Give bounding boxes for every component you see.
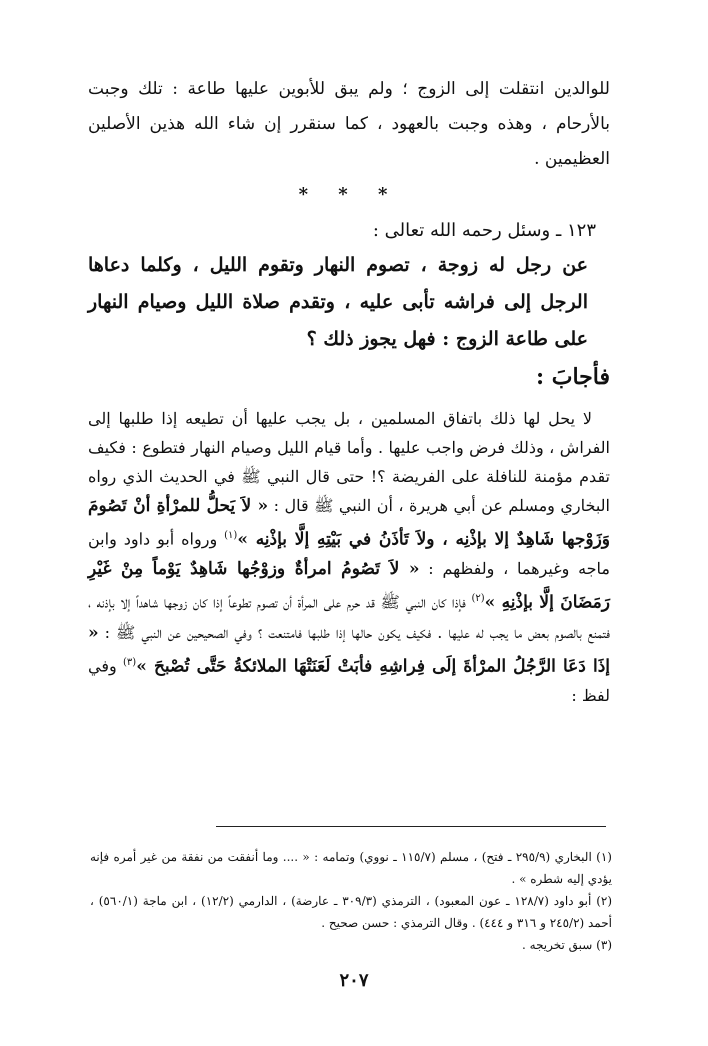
footnote-divider xyxy=(216,826,606,827)
footnotes xyxy=(90,846,612,956)
footnote-ref[interactable]: (٣) xyxy=(123,656,137,668)
footnote: (١) البخاري (٢٩٥/٩ ـ فتح) ، مسلم (١١٥/٧ ـ نووي) وتمامه : « .... وما أنفقت من نفقة من غير أمره فإنه يؤدي إليه شطره » . xyxy=(90,850,612,886)
answer-paragraph xyxy=(88,404,610,710)
section-separator: * * * xyxy=(298,184,400,205)
footnote-ref[interactable]: (١) xyxy=(224,530,238,541)
hadith-quote: « إذَا دَعَا الرَّجُلُ المرْأةَ إلَى فِراشِهِ فأبَتْ لَعَنَتْهَا الملائكةُ حَتَّى تُصْبحَ » xyxy=(88,622,610,676)
answer-text: وفي لفظ : xyxy=(88,655,610,705)
question-text: عن رجل له زوجة ، تصوم النهار وتقوم الليل ، وكلما دعاها الرجل إلى فراشه تأبى عليه ، وتقدم صلاة الليل وصيام النهار على طاعة الزوج : فهل يجوز ذلك ؟ xyxy=(88,254,588,350)
page-body xyxy=(88,72,610,710)
intro-paragraph: للوالدين انتقلت إلى الزوج ؛ ولم يبق للأبوين عليها طاعة : تلك وجبت بالأرحام ، وهذه وجبت بالعهود ، كما سنقرر إن شاء الله هذين الأصلين العظيمين . xyxy=(88,79,610,169)
question-heading: ١٢٣ ـ وسئل رحمه الله تعالى : xyxy=(372,220,596,241)
footnote-ref[interactable]: (٢) xyxy=(471,593,485,605)
hadith-quote: « لاَ تَصُومُ امرأةٌ وزوْجُها شَاهِدٌ يَوْماً مِنْ غَيْرِ رَمَضَانَ إلَّا بإذْنِهِ » xyxy=(88,559,610,613)
answer-text: فإذا كان النبي ﷺ قد حرم على المرأة أن تصوم تطوعاً إذا كان زوجها شاهداً إلا بإذنه ، فتمنع بالصوم بعض ما يجب له عليها . فكيف يكون حالها إذا طلبها فامتنعت ؟ وفي الصحيحين عن النبي ﷺ : xyxy=(88,592,610,642)
answer-text: ورواه أبو داود وابن ماجه وغيرهما ، ولفظهم : xyxy=(88,529,610,579)
page-number: ٢٠٧ xyxy=(339,970,369,991)
answer-label: فأجابَ : xyxy=(535,364,610,390)
footnote: (٣) سبق تخريجه . xyxy=(522,938,612,952)
hadith-quote: « لاَ يَحلُّ للمرْأةِ أنْ تَصُومَ وَزَوْجها شَاهِدٌ إلا بإذْنِه ، ولاَ تَأذَنُ في بَيْتِهِ إلَّا بإذْنِه » xyxy=(88,496,611,550)
footnote: (٢) أبو داود (١٢٨/٧ ـ عون المعبود) ، الترمذي (٣٠٩/٣ ـ عارضة) ، الدارمي (١٢/٢) ، ابن ماجة (٥٦٠/١) ، أحمد (٢٤٥/٢ و ٣١٦ و ٤٤٤) . وقال الترمذي : حسن صحيح . xyxy=(90,894,613,930)
answer-text: لا يحل لها ذلك باتفاق المسلمين ، بل يجب عليها أن تطيعه إذا طلبها إلى الفراش ، وذلك فرض واجب عليها . وأما قيام الليل وصيام النهار فتطوع : فكيف تقدم مؤمنة للنافلة على الفريضة ؟! حتى قال النبي ﷺ في الحديث الذي رواه البخاري ومسلم عن أبي هريرة ، أن النبي ﷺ قال : xyxy=(88,409,610,515)
